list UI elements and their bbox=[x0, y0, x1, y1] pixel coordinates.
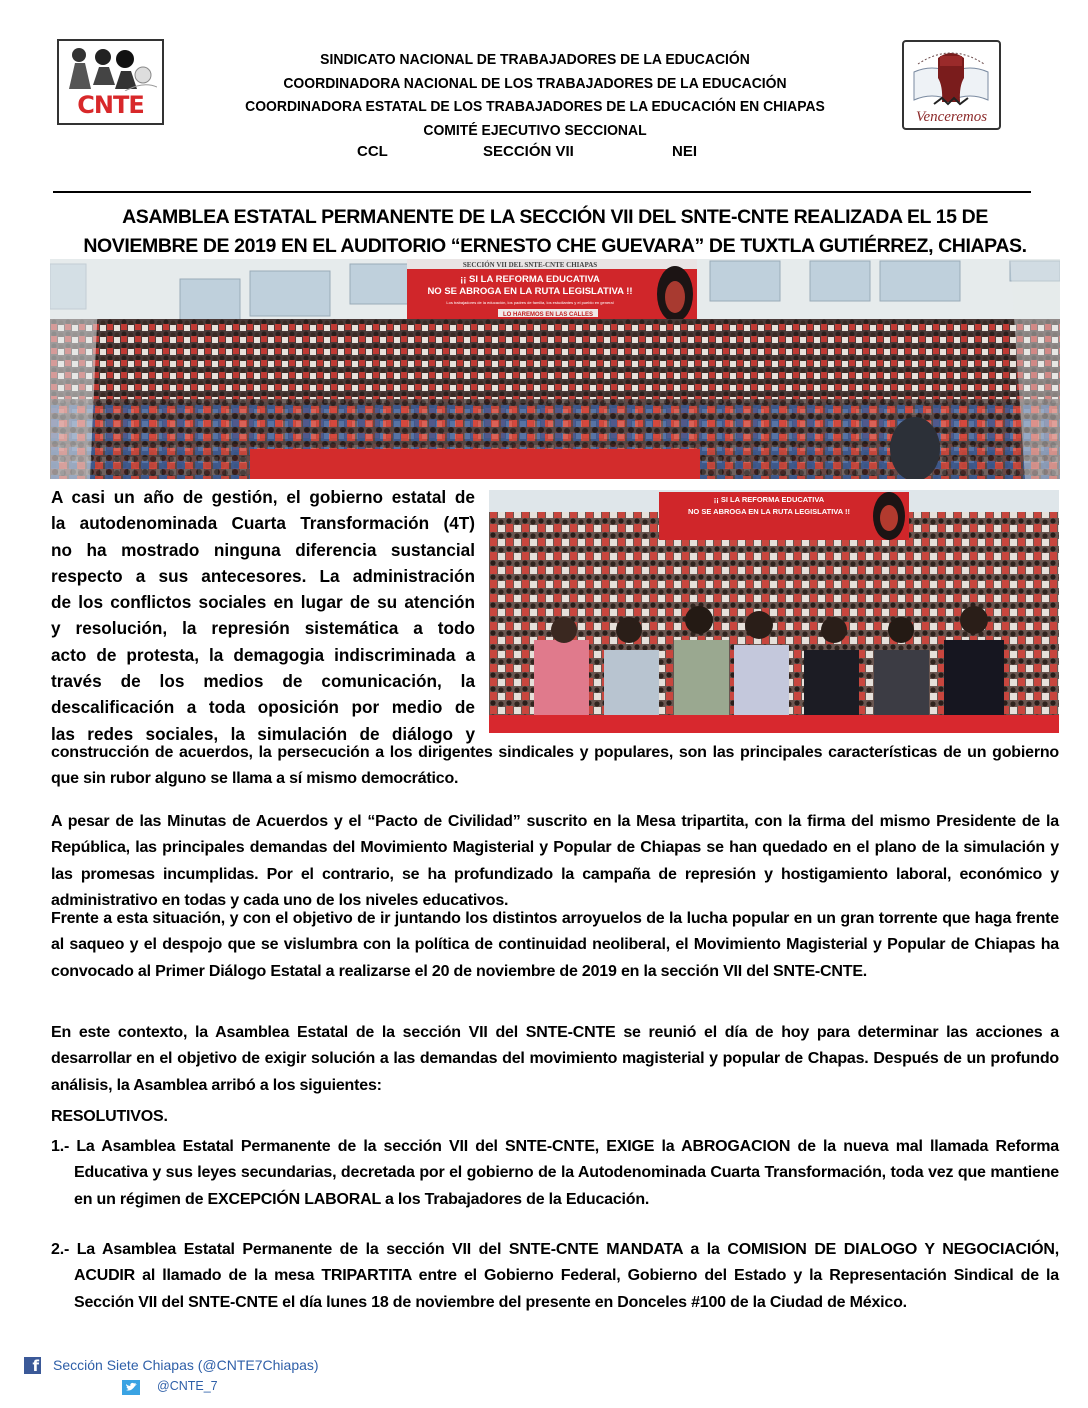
cnte-logo-text: CNTE bbox=[77, 91, 144, 119]
banner-sub-text: Los trabajadores de la educación, los padres de familia, los estudiantes y el pueblo en general bbox=[446, 300, 614, 305]
twitter-link[interactable]: @CNTE_7 bbox=[157, 1379, 218, 1393]
organization-header bbox=[180, 48, 890, 142]
resolutivos-heading: RESOLUTIVOS. bbox=[51, 1108, 168, 1125]
text-line: respecto a sus antecesores. La administración bbox=[51, 565, 475, 586]
resolutivo-item-1: 1.- La Asamblea Estatal Permanente de la sección VII del SNTE-CNTE, EXIGE la ABROGACION de la nueva mal llamada Reforma Educativa y sus leyes secundarias, decretada por el gobierno de la Autodenominada Cuarta Transformación, toda vez que mantiene en un régimen de EXCEPCIÓN LABORAL a los Trabajadores de la Educación. bbox=[51, 1138, 1059, 1208]
header-line: COORDINADORA NACIONAL DE LOS TRABAJADORES DE LA EDUCACIÓN bbox=[283, 74, 787, 92]
paragraph-contexto: En este contexto, la Asamblea Estatal de la sección VII del SNTE-CNTE se reunió el día de hoy para determinar las acciones a desarrollar en el objetivo de exigir solución a las demandas del movimiento magisterial y popular de Chapas. Después de un profundo análisis, la Asamblea arribó a los siguientes: bbox=[51, 1024, 1059, 1094]
facebook-icon[interactable]: f bbox=[24, 1357, 41, 1374]
banner-line2-text: NO SE ABROGA EN LA RUTA LEGISLATIVA !! bbox=[688, 507, 850, 516]
title-line: ASAMBLEA ESTATAL PERMANENTE DE LA SECCIÓN VII DEL SNTE-CNTE REALIZADA EL 15 DE bbox=[122, 206, 988, 228]
header-divider bbox=[53, 191, 1031, 193]
header-seccion: SECCIÓN VII bbox=[483, 143, 574, 160]
banner-bottom-text: LO HAREMOS EN LAS CALLES bbox=[502, 312, 594, 318]
intro-paragraph-continued: construcción de acuerdos, la persecución a los dirigentes sindicales y populares, son las principales características de un gobierno que sin rubor alguno se llama a sí mismo democrático. bbox=[51, 744, 1059, 788]
header-nei: NEI bbox=[672, 143, 698, 160]
text-line: través de los medios de comunicación, la bbox=[51, 671, 475, 692]
facebook-link[interactable]: Sección Siete Chiapas (@CNTE7Chiapas) bbox=[53, 1357, 319, 1373]
text-line: las redes sociales, la simulación de diálogo y bbox=[51, 723, 475, 744]
header-line: COMITÉ EJECUTIVO SECCIONAL bbox=[423, 121, 647, 139]
banner-line2-text: NO SE ABROGA EN LA RUTA LEGISLATIVA !! bbox=[427, 286, 633, 297]
resolutivo-item-2: 2.- La Asamblea Estatal Permanente de la sección VII del SNTE-CNTE MANDATA a la COMISION DE DIALOGO Y NEGOCIACIÓN, ACUDIR al llamado de la mesa TRIPARTITA entre el Gobierno Federal, Gobierno del Estado y la Representación Sindical de la Sección VII del SNTE-CNTE el día lunes 18 de noviembre del presente en Donceles #100 de la Ciudad de México. bbox=[51, 1241, 1059, 1311]
banner-line1-text: ¡¡ SI LA REFORMA EDUCATIVA bbox=[713, 495, 825, 504]
header-sections-row bbox=[0, 143, 1088, 165]
leaders-raised-fists-photo bbox=[489, 490, 1059, 733]
twitter-icon[interactable] bbox=[122, 1380, 140, 1395]
text-line: no ha mostrado ninguna diferencia sustancial bbox=[51, 539, 475, 560]
title-line: NOVIEMBRE DE 2019 EN EL AUDITORIO “ERNESTO CHE GUEVARA” DE TUXTLA GUTIÉRREZ, CHIAPAS. bbox=[83, 235, 1027, 257]
social-footer bbox=[0, 1355, 500, 1405]
header-line: COORDINADORA ESTATAL DE LOS TRABAJADORES DE LA EDUCACIÓN EN CHIAPAS bbox=[245, 98, 825, 115]
paragraph-pacto-civilidad: A pesar de las Minutas de Acuerdos y el “Pacto de Civilidad” suscrito en la Mesa tripartita, con la firma del mismo Presidente de la República, las principales demandas del Movimiento Magisterial y Popular de Chiapas se han quedado en el plano de la simulación y las promesas incumplidas. Por el contrario, se ha profundizado la campaña de represión y hostigamiento laboral, económico y administrativo en todas y cada uno de los niveles educativos. bbox=[51, 813, 1059, 909]
header-ccl: CCL bbox=[357, 143, 388, 160]
text-line: acto de protesta, la demagogia indiscriminada a bbox=[51, 644, 475, 665]
intro-paragraph-wrapped bbox=[51, 484, 475, 747]
text-line: A casi un año de gestión, el gobierno estatal de bbox=[51, 487, 475, 507]
raised-fist-icon bbox=[904, 42, 999, 112]
assembly-crowd-photo bbox=[50, 259, 1060, 479]
text-line: de los conflictos sociales en lugar de su atención bbox=[51, 592, 475, 613]
paragraph-dialogo-estatal: Frente a esta situación, y con el objetivo de ir juntando los distintos arroyuelos de la lucha popular en un gran torrente que haga frente al saqueo y el despojo que se vislumbra con la política de continuidad neoliberal, el Movimiento Magisterial y Popular de Chiapas ha convocado al Primer Diálogo Estatal a realizarse el 20 de noviembre de 2019 en la sección VII del SNTE-CNTE. bbox=[51, 910, 1059, 980]
document-title bbox=[40, 203, 1070, 261]
text-line: descalificación a toda oposición por medio de bbox=[51, 697, 475, 718]
venceremos-text: Venceremos bbox=[915, 109, 988, 125]
text-line: y resolución, la represión sistemática a todo bbox=[51, 618, 475, 639]
cnte-logo bbox=[57, 39, 164, 125]
portraits-illustration-icon bbox=[65, 45, 157, 91]
venceremos-logo bbox=[902, 40, 1001, 130]
header-line: SINDICATO NACIONAL DE TRABAJADORES DE LA EDUCACIÓN bbox=[320, 51, 750, 68]
banner-line1-text: ¡¡ SI LA REFORMA EDUCATIVA bbox=[460, 274, 600, 285]
banner-header-text: SECCIÓN VII DEL SNTE-CNTE CHIAPAS bbox=[462, 261, 598, 269]
text-line: la autodenominada Cuarta Transformación (4T) bbox=[51, 513, 475, 534]
